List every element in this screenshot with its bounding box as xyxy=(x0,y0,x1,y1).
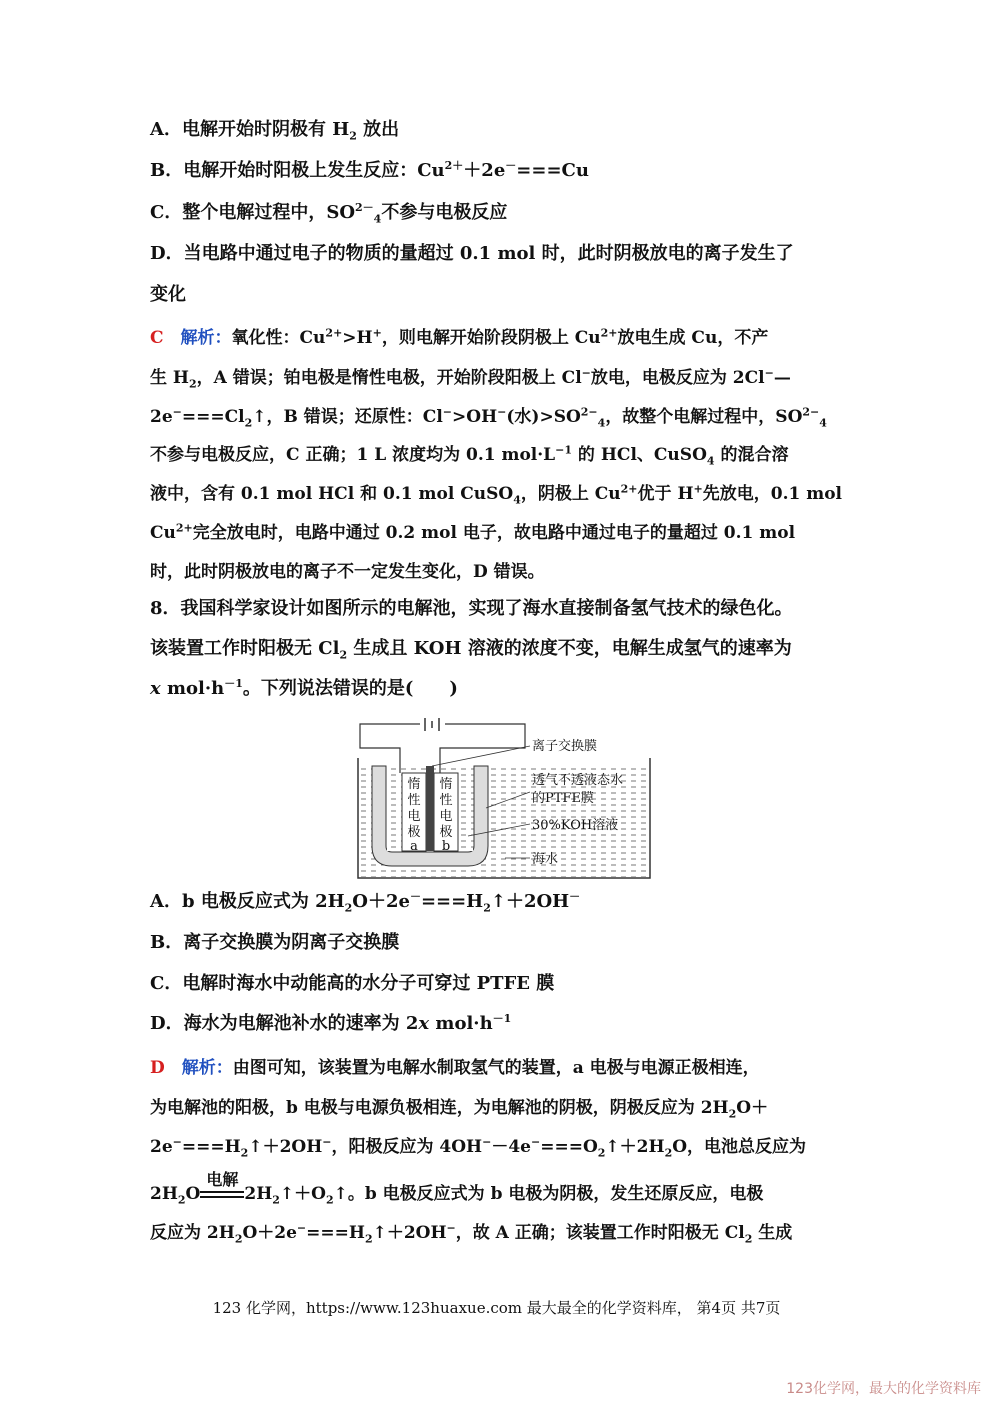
q7-explanation-1: C 解析：氧化性：$Cu^{2+}>H^+$，则电解开始阶段阴极上 $Cu^{2+}$放电生成 Cu，不产 xyxy=(150,326,769,348)
q7-answer: C xyxy=(150,328,164,348)
electrode-a-char-2: 性 xyxy=(407,793,421,808)
q7-option-d: D．当电路中通过电子的物质的量超过 0.1 mol 时，此时阴极放电的离子发生了 xyxy=(150,243,794,264)
electrode-b-char-4: 极 xyxy=(439,825,453,840)
q8-explanation-3: $2e^-===H_2↑+2OH^-$，阳极反应为 $4OH^--4e^-===O_2↑+2H_2O$，电池总反应为 xyxy=(150,1135,807,1160)
q7-option-a: A．电解开始时阴极有 $H_2$ 放出 xyxy=(150,119,400,143)
q7-explanation-2: 生 $H_2$，A 错误；铂电极是惰性电极，开始阶段阳极上 Cl−放电，电极反应为 2Cl−— xyxy=(150,366,791,391)
q8-stem-1: 8．我国科学家设计如图所示的电解池，实现了海水直接制备氢气技术的绿色化。 xyxy=(150,598,793,619)
q8-explanation-5: 反应为 $2H_2O+2e^-===H_2↑+2OH^-$，故 A 正确；该装置工作时阳极无 $Cl_2$ 生成 xyxy=(150,1221,793,1246)
q7-option-c: C．整个电解过程中，$SO^{2-}_4$不参与电极反应 xyxy=(150,201,508,226)
reaction-condition-arrow: 电解 xyxy=(200,1182,244,1206)
q8-stem-3: x $mol\cdot h^{-1}$。下列说法错误的是( ) xyxy=(150,677,458,699)
q8-explanation-2: 为电解池的阳极，b 电极与电源负极相连，为电解池的阴极，阴极反应为 $2H_2O+$ xyxy=(150,1098,769,1121)
label-seawater: 海水 xyxy=(532,852,559,867)
q7-explanation-6: $Cu^{2+}$完全放电时，电路中通过 0.2 mol 电子，故电路中通过电子的量超过 0.1 mol xyxy=(150,521,796,543)
label-ptfe-2: 的PTFE膜 xyxy=(532,791,594,806)
label-koh: 30%KOH溶液 xyxy=(532,818,619,833)
wire-right xyxy=(445,724,525,748)
q8-explanation-4: $2H_2O$ 电解 $2H_2↑+O_2↑$。b 电极反应式为 b 电极为阴极，发生还原反应，电极 xyxy=(150,1170,764,1207)
q7-explanation-4: 不参与电极反应，C 正确；1 L 浓度均为 0.1 $mol\cdot L^{-1}$ 的 HCl、CuSO$_4$ 的混合溶 xyxy=(150,443,789,468)
watermark: 123化学网，最大的化学资料库 xyxy=(786,1381,981,1397)
q8-stem-2: 该装置工作时阳极无 $Cl_2$ 生成且 KOH 溶液的浓度不变，电解生成氢气的速率为 xyxy=(150,638,792,662)
label-ptfe-1: 透气不透液态水 xyxy=(532,773,624,788)
q7-explanation-7: 时，此时阴极放电的离子不一定发生变化，D 错误。 xyxy=(150,562,545,582)
electrode-b-char-5: b xyxy=(441,839,451,854)
q8-option-c: C．电解时海水中动能高的水分子可穿过 PTFE 膜 xyxy=(150,973,555,994)
q8-answer: D xyxy=(150,1058,165,1078)
electrode-b-char-3: 电 xyxy=(439,809,453,824)
q7-option-d-cont: 变化 xyxy=(150,284,186,305)
electrode-a-char-1: 惰 xyxy=(407,777,421,792)
q7-explanation-3: $2e^-===Cl_2↑$，B 错误；还原性：Cl−>OH−(水)$>SO^{2-}_4$，故整个电解过程中，$SO^{2-}_4$ xyxy=(150,405,827,430)
q8-explanation-1: D 解析：由图可知，该装置为电解水制取氢气的装置，a 电极与电源正极相连， xyxy=(150,1058,760,1078)
q8-explanation-label: 解析： xyxy=(181,1058,233,1078)
electrode-b-char-2: 性 xyxy=(439,793,453,808)
q8-option-b: B．离子交换膜为阴离子交换膜 xyxy=(150,932,400,953)
electrode-b-char-1: 惰 xyxy=(439,777,453,792)
electrode-a-char-4: 极 xyxy=(407,825,421,840)
q7-explanation-label: 解析： xyxy=(180,328,232,348)
page-footer: 123 化学网，https://www.123huaxue.com 最大最全的化学资料库， 第4页 共7页 xyxy=(212,1299,781,1317)
electrode-a-char-3: 电 xyxy=(407,809,421,824)
ion-exchange-membrane xyxy=(426,766,434,851)
q7-option-b: B．电解开始时阳极上发生反应：$Cu^{2+}+2e^-===Cu$ xyxy=(150,159,589,181)
wire-left xyxy=(360,724,420,748)
q8-option-d: D．海水为电解池补水的速率为 2x $mol\cdot h^{-1}$ xyxy=(150,1012,512,1034)
electrolysis-diagram xyxy=(340,718,670,884)
electrode-a-char-5: a xyxy=(410,839,418,854)
label-ion-exchange-membrane: 离子交换膜 xyxy=(532,739,598,754)
q8-option-a: A．b 电极反应式为 $2H_2O+2e^-===H_2↑+2OH^-$ xyxy=(150,890,581,915)
q7-explanation-5: 液中，含有 0.1 mol HCl 和 0.1 mol CuSO$_4$，阴极上 $Cu^{2+}$优于 H+先放电，0.1 mol xyxy=(150,482,843,507)
